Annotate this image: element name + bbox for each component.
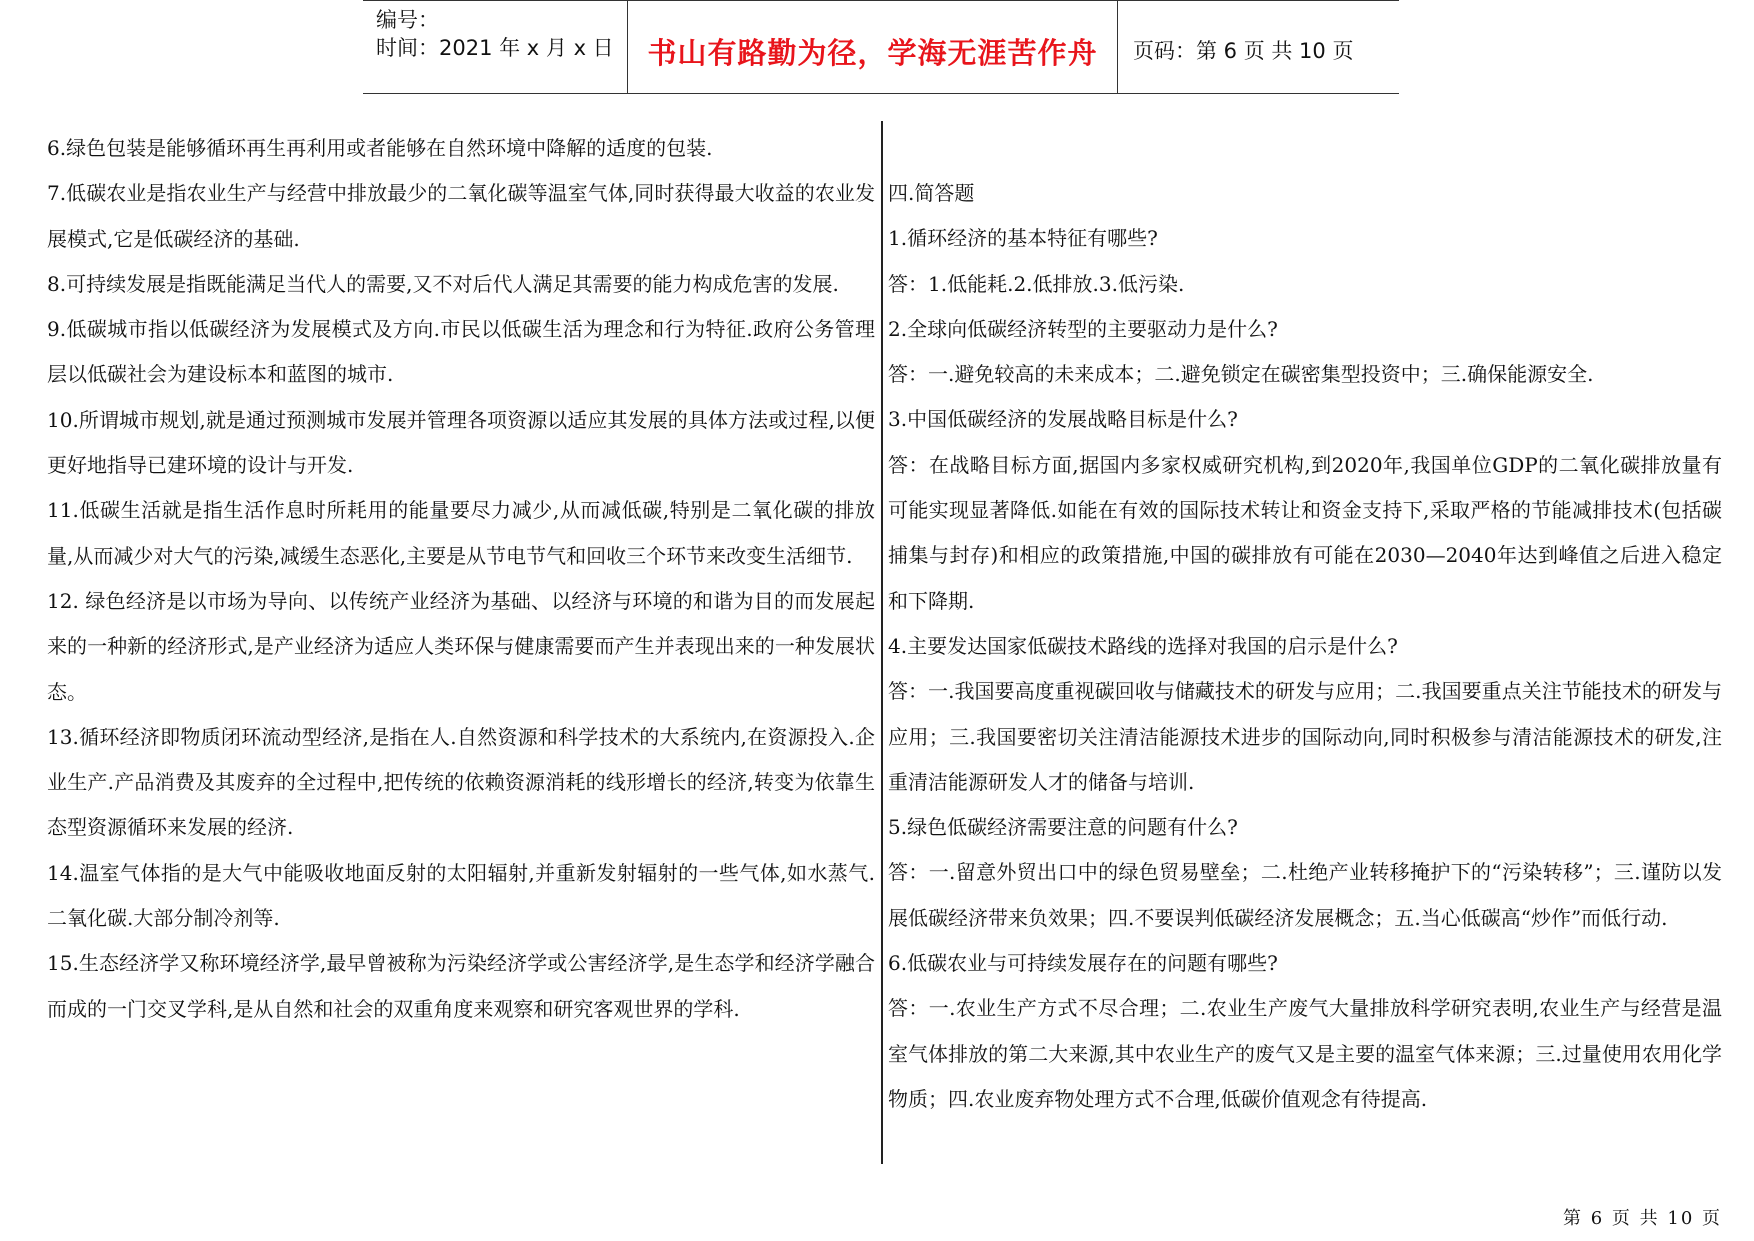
left-paragraph: 6.绿色包装是能够循环再生再利用或者能够在自然环境中降解的适度的包装. xyxy=(47,136,713,160)
answer: 答：一.农业生产方式不尽合理；二.农业生产废气大量排放科学研究表明,农业生产与经营是温室气体排放的第二大来源,其中农业生产的废气又是主要的温室气体来源；三.过量使用农用化学物质；四.农业废弃物处理方式不合理,低碳价值观念有待提高. xyxy=(888,996,1722,1111)
left-paragraph: 7.低碳农业是指农业生产与经营中排放最少的二氧化碳等温室气体,同时获得最大收益的农业发展模式,它是低碳经济的基础. xyxy=(47,181,875,251)
answer: 答：1.低能耗.2.低排放.3.低污染. xyxy=(888,271,1185,296)
header-motto-cell xyxy=(628,1,1118,94)
header-page-cell xyxy=(1118,1,1399,94)
left-paragraph: 13.循环经济即物质闭环流动型经济,是指在人.自然资源和科学技术的大系统内,在资源投入.企业生产.产品消费及其废弃的全过程中,把传统的依赖资源消耗的线形增长的经济,转变为依靠生态型资源循环来发展的经济. xyxy=(47,724,875,840)
answer: 答：一.避免较高的未来成本；二.避免锁定在碳密集型投资中；三.确保能源安全. xyxy=(888,362,1594,387)
section-heading: 四.简答题 xyxy=(888,181,975,205)
left-paragraph: 12. 绿色经济是以市场为导向、以传统产业经济为基础、以经济与环境的和谐为目的而发展起来的一种新的经济形式,是产业经济为适应人类环保与健康需要而产生并表现出来的一种发展状态。 xyxy=(47,588,875,704)
column-divider xyxy=(881,121,883,1164)
left-column xyxy=(47,126,875,1032)
question: 4.主要发达国家低碳技术路线的选择对我国的启示是什么? xyxy=(888,633,1398,658)
motto: 书山有路勤为径，学海无涯苦作舟 xyxy=(647,36,1098,70)
question: 1.循环经济的基本特征有哪些? xyxy=(888,226,1158,251)
left-paragraph: 10.所谓城市规划,就是通过预测城市发展并管理各项资源以适应其发展的具体方法或过程,以便更好地指导已建环境的设计与开发. xyxy=(47,407,875,478)
right-column xyxy=(888,171,1722,1122)
question: 5.绿色低碳经济需要注意的问题有什么? xyxy=(888,815,1238,840)
page-footer: 第 6 页 共 10 页 xyxy=(1563,1208,1722,1229)
left-paragraph: 14.温室气体指的是大气中能吸收地面反射的太阳辐射,并重新发射辐射的一些气体,如水蒸气.二氧化碳.大部分制冷剂等. xyxy=(47,860,875,931)
number-label: 编号： xyxy=(376,8,439,32)
answer: 答：一.留意外贸出口中的绿色贸易壁垒；二.杜绝产业转移掩护下的“污染转移”；三.谨防以发展低碳经济带来负效果；四.不要误判低碳经济发展概念；五.当心低碳高“炒作”而低行动. xyxy=(888,860,1722,930)
left-paragraph: 9.低碳城市指以低碳经济为发展模式及方向.市民以低碳生活为理念和行为特征.政府公务管理层以低碳社会为建设标本和蓝图的城市. xyxy=(47,317,875,387)
left-paragraph: 11.低碳生活就是指生活作息时所耗用的能量要尽力减少,从而减低碳,特别是二氧化碳的排放量,从而减少对大气的污染,减缓生态恶化,主要是从节电节气和回收三个环节来改变生活细节. xyxy=(47,498,875,568)
left-paragraph: 8.可持续发展是指既能满足当代人的需要,又不对后代人满足其需要的能力构成危害的发展. xyxy=(47,271,839,296)
header-meta-cell xyxy=(363,1,628,94)
left-paragraph: 15.生态经济学又称环境经济学,最早曾被称为污染经济学或公害经济学,是生态学和经济学融合而成的一门交叉学科,是从自然和社会的双重角度来观察和研究客观世界的学科. xyxy=(47,951,875,1021)
question: 2.全球向低碳经济转型的主要驱动力是什么? xyxy=(888,316,1278,341)
answer: 答：在战略目标方面,据国内多家权威研究机构,到2020年,我国单位GDP的二氧化碳排放量有可能实现显著降低.如能在有效的国际技术转让和资金支持下,采取严格的节能减排技术(包括碳捕集与封存)和相应的政策措施,中国的碳排放有可能在2030—2040年达到峰值之后进入稳定和下降期. xyxy=(888,452,1722,613)
question: 6.低碳农业与可持续发展存在的问题有哪些? xyxy=(888,951,1278,976)
time-label: 时间：2021 年 x 月 x 日 xyxy=(376,36,614,60)
question: 3.中国低碳经济的发展战略目标是什么? xyxy=(888,407,1238,432)
answer: 答：一.我国要高度重视碳回收与储藏技术的研发与应用；二.我国要重点关注节能技术的研发与应用；三.我国要密切关注清洁能源技术进步的国际动向,同时积极参与清洁能源技术的研发,注重清洁能源研发人才的储备与培训. xyxy=(888,679,1722,794)
document-header xyxy=(363,0,1399,94)
header-page-info: 页码：第 6 页 共 10 页 xyxy=(1133,39,1354,63)
